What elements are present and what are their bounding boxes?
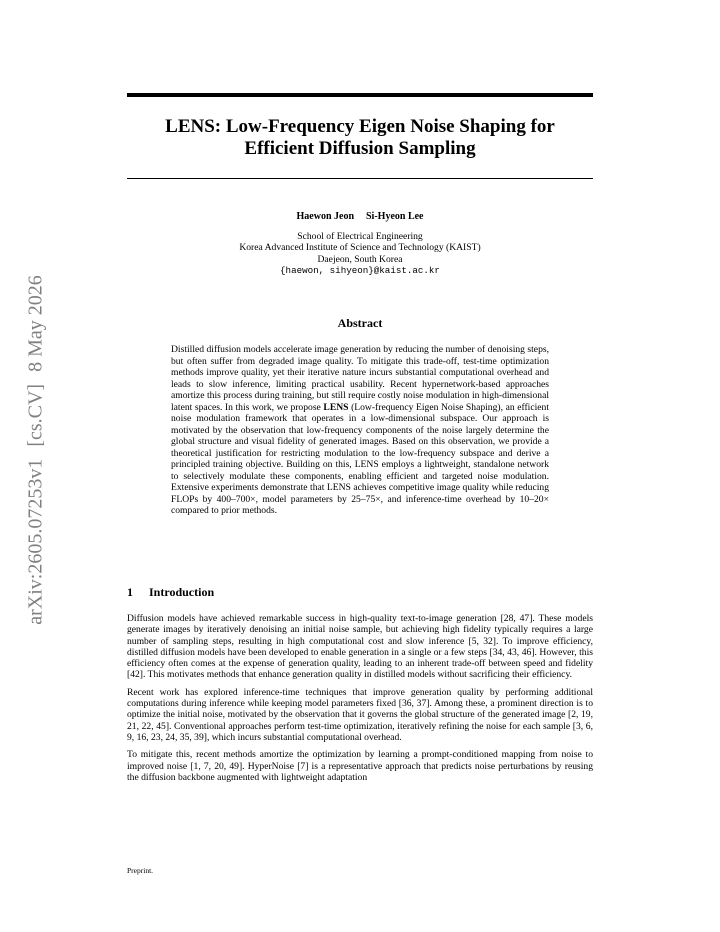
body-paragraph: Diffusion models have achieved remarkable success in high-quality text-to-image generation [28, 47]. These models generate images by iteratively denoising an initial noise sample, but achieving high fidelity typically requires a large number of sampling steps, resulting in high computational cost and slow inference [5, 32]. To improve efficiency, distilled diffusion models have been developed to enable generation in a single or a few steps [34, 43, 46]. However, this efficiency often comes at the expense of generation quality, leading to an inherent trade-off between speed and fidelity [42]. This motivates methods that enhance generation quality in distilled models without sacrificing their efficiency. xyxy=(127,613,593,681)
body-paragraph: To mitigate this, recent methods amortize the optimization by learning a prompt-conditioned mapping from noise to improved noise [1, 7, 20, 49]. HyperNoise [7] is a representative approach that predicts noise perturbations by reusing the diffusion backbone augmented with lightweight adaptation xyxy=(127,749,593,783)
title-line-1: LENS: Low-Frequency Eigen Noise Shaping for xyxy=(165,116,555,137)
section-title: Introduction xyxy=(149,585,215,599)
affiliation xyxy=(127,231,593,276)
abstract-part-2: (Low-frequency Eigen Noise Shaping), an efficient noise modulation framework that operates in a low-dimensional subspace. Our approach is motivated by the observation that low-frequency components of the noise largely determine the global structure and visual fidelity of generated images. Based on this observation, we provide a theoretical justification for restricting modulation to the low-frequency subspace and derive a principled training objective. Building on this, LENS employs a lightweight, standalone network to selectively modulate these components, enabling efficient and targeted noise modulation. Extensive experiments demonstrate that LENS achieves competitive image quality while reducing FLOPs by 400–700×, model parameters by 25–75×, and inference-time overhead by 10–20× compared to prior methods. xyxy=(171,401,549,516)
arxiv-category: [cs.CV] xyxy=(24,383,47,447)
title-rule-top xyxy=(127,93,593,97)
affiliation-institute: Korea Advanced Institute of Science and Technology (KAIST) xyxy=(239,242,481,254)
abstract-text xyxy=(171,344,549,517)
paper-title xyxy=(127,116,593,160)
author-list xyxy=(127,211,593,223)
footer-note: Preprint. xyxy=(127,866,154,875)
body-paragraph: Recent work has explored inference-time techniques that improve generation quality by performing additional computations during inference while keeping model parameters fixed [36, 37]. Among these, a prominent direction is to optimize the initial noise, motivated by the observation that it governs the global structure of the generated image [2, 19, 21, 22, 45]. Conventional approaches perform test-time optimization, iteratively refining the noise for each sample [3, 6, 9, 16, 23, 24, 35, 39], which incurs substantial computational overhead. xyxy=(127,686,593,743)
author-name: Si-Hyeon Lee xyxy=(366,211,424,222)
section-body xyxy=(127,613,593,789)
arxiv-date: 8 May 2026 xyxy=(24,275,47,372)
title-rule-bottom xyxy=(127,178,593,179)
abstract-method-name: LENS xyxy=(323,401,349,413)
section-heading xyxy=(127,585,593,599)
arxiv-stamp xyxy=(25,275,48,625)
arxiv-id: arXiv:2605.07253v1 xyxy=(24,458,47,625)
abstract-heading: Abstract xyxy=(337,316,383,330)
affiliation-school: School of Electrical Engineering xyxy=(297,231,423,242)
author-email: {haewon, sihyeon}@kaist.ac.kr xyxy=(280,264,440,276)
affiliation-location: Daejeon, South Korea xyxy=(317,253,403,265)
title-line-2: Efficient Diffusion Sampling xyxy=(244,138,476,159)
abstract-part-1: Distilled diffusion models accelerate image generation by reducing the number of denoising steps, but often suffer from degraded image quality. To mitigate this trade-off, test-time optimization methods improve quality, yet their iterative nature incurs substantial computational overhead and leads to slow inference, limiting practical usability. Recent hypernetwork-based approaches amortize this process during training, but still require costly noise modulation in high-dimensional latent spaces. In this work, we propose xyxy=(171,344,549,413)
author-name: Haewon Jeon xyxy=(296,211,354,222)
section-number: 1 xyxy=(127,585,133,599)
